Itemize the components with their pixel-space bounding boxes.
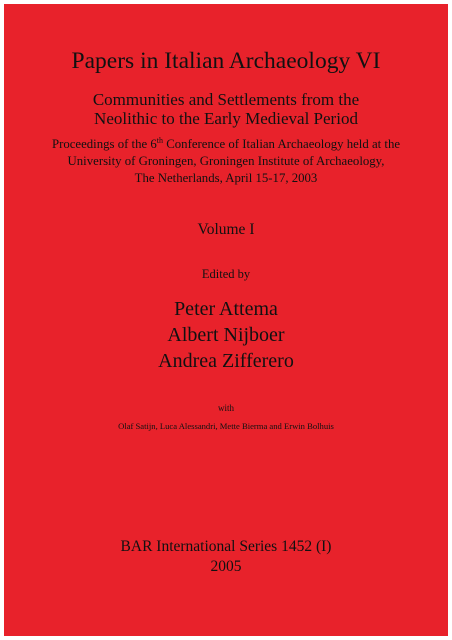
subtitle-line-1: Communities and Settlements from the bbox=[92, 90, 360, 109]
editor-name: Peter Attema bbox=[174, 298, 278, 320]
proceedings-line-1 bbox=[4, 138, 448, 151]
proceedings-line-2: University of Groningen, Groningen Institute of Archaeology, bbox=[67, 154, 385, 168]
volume-label: Volume I bbox=[197, 221, 255, 238]
edited-by-label: Edited by bbox=[201, 267, 251, 281]
contributors-list: Olaf Satijn, Luca Alessandri, Mette Bierma and Erwin Bolhuis bbox=[118, 421, 334, 431]
proceedings-text-end: Conference of Italian Archaeology held at the bbox=[163, 137, 401, 151]
with-label: with bbox=[217, 403, 234, 413]
book-cover bbox=[4, 4, 448, 636]
subtitle-line-2: Neolithic to the Early Medieval Period bbox=[94, 109, 358, 128]
proceedings-text-start: Proceedings of the 6 bbox=[51, 137, 157, 151]
proceedings-line-3: The Netherlands, April 15-17, 2003 bbox=[134, 171, 318, 185]
editor-name: Albert Nijboer bbox=[167, 324, 285, 346]
publication-year: 2005 bbox=[210, 558, 242, 575]
editor-name: Andrea Zifferero bbox=[158, 350, 294, 372]
series-label: BAR International Series 1452 (I) bbox=[120, 538, 332, 555]
book-title: Papers in Italian Archaeology VI bbox=[71, 48, 381, 74]
ordinal-suffix: th bbox=[156, 136, 164, 145]
